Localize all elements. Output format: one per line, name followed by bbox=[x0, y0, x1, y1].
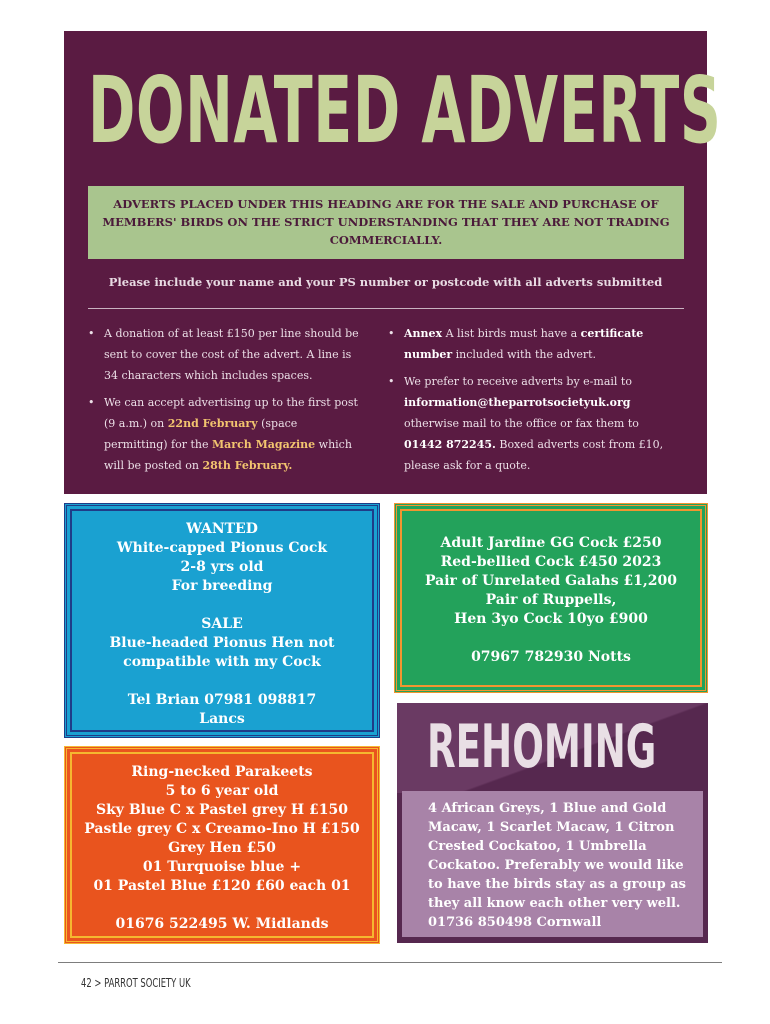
footer-rule bbox=[58, 962, 722, 963]
ad-line: Sky Blue C x Pastel grey H £150 bbox=[96, 802, 348, 818]
bullet-icon: • bbox=[388, 375, 395, 388]
bullet-icon: • bbox=[388, 327, 395, 340]
info-bullet-annex: • Annex A list birds must have a certificate number included with the advert. bbox=[384, 323, 679, 365]
email-link[interactable]: information@theparrotsocietyuk.org bbox=[404, 396, 631, 409]
ad-line: compatible with my Cock bbox=[123, 654, 321, 670]
ad-line: Adult Jardine GG Cock £250 bbox=[440, 535, 662, 551]
ad-phone: 01676 522495 W. Midlands bbox=[115, 916, 329, 932]
ad-line: SALE bbox=[201, 616, 243, 632]
ad-line: For breeding bbox=[171, 578, 273, 594]
magazine-issue: March Magazine bbox=[212, 438, 316, 451]
fax-number: 01442 872245. bbox=[404, 438, 496, 451]
ad-line: Red-bellied Cock £450 2023 bbox=[440, 554, 662, 570]
advert-ringnecked-parakeets bbox=[64, 746, 380, 944]
info-bullet-deadline: • We can accept advertising up to the first post (9 a.m.) on 22nd February (space permitting) for the March Magazine which will be posted on 28th February. bbox=[84, 392, 364, 476]
ad-line: Grey Hen £50 bbox=[168, 840, 276, 856]
ad-line: Lancs bbox=[199, 711, 245, 727]
ad-line: Pair of Ruppells, bbox=[485, 592, 617, 608]
advert-jardine-parrots bbox=[394, 503, 708, 693]
info-bullet-contact: • We prefer to receive adverts by e-mail to information@theparrotsocietyuk.org otherwise mail to the office or fax them to 01442 872245. Boxed adverts cost from £10, please ask for a quote. bbox=[384, 371, 679, 476]
info-column-left bbox=[84, 323, 364, 482]
page-footer: 42 > PARROT SOCIETY UK bbox=[81, 976, 191, 990]
donated-adverts-panel bbox=[64, 31, 722, 494]
ad-line: 5 to 6 year old bbox=[165, 783, 279, 799]
include-instruction: Please include your name and your PS number or postcode with all adverts submitted bbox=[108, 275, 663, 289]
advert-wanted-pionus bbox=[64, 503, 380, 738]
ad-phone: Tel Brian 07981 098817 bbox=[127, 692, 317, 708]
ad-spacer bbox=[397, 629, 705, 648]
rehoming-panel bbox=[397, 703, 708, 943]
notice-box: ADVERTS PLACED UNDER THIS HEADING ARE FOR THE SALE AND PURCHASE OF MEMBERS' BIRDS ON THE STRICT UNDERSTANDING THAT THEY ARE NOT TRADING COMMERCIALLY. bbox=[88, 186, 684, 259]
ad-line: Pastle grey C x Creamo-Ino H £150 bbox=[84, 821, 360, 837]
page-title: DONATED ADVERTS bbox=[88, 57, 722, 164]
ad-spacer bbox=[67, 896, 377, 915]
ad-line: WANTED bbox=[186, 521, 258, 537]
divider bbox=[88, 308, 684, 309]
rehoming-title: REHOMING bbox=[427, 712, 657, 782]
ad-line: 01 Turquoise blue + bbox=[142, 859, 302, 875]
rehoming-text: 4 African Greys, 1 Blue and Gold Macaw, 1 Scarlet Macaw, 1 Citron Crested Cockatoo, 1 Umbrella Cockatoo. Preferably we would like to have the birds stay as a group as they all know each other very well. 01736 850498 Cornwall bbox=[402, 791, 703, 937]
info-bullet-donation: • A donation of at least £150 per line should be sent to cover the cost of the advert. A line is 34 characters which includes spaces. bbox=[84, 323, 364, 386]
ad-line: White-capped Pionus Cock bbox=[116, 540, 328, 556]
info-column-right bbox=[384, 323, 679, 482]
ad-line: Blue-headed Pionus Hen not bbox=[109, 635, 335, 651]
ad-line: 01 Pastel Blue £120 £60 each 01 bbox=[93, 878, 351, 894]
post-date: 28th February. bbox=[202, 459, 293, 472]
ad-spacer bbox=[67, 672, 377, 691]
ad-line: 2-8 yrs old bbox=[180, 559, 264, 575]
ad-phone: 07967 782930 Notts bbox=[471, 649, 631, 665]
ad-line: Ring-necked Parakeets bbox=[131, 764, 313, 780]
ad-spacer bbox=[67, 596, 377, 615]
bullet-icon: • bbox=[88, 327, 95, 340]
ad-line: Hen 3yo Cock 10yo £900 bbox=[454, 611, 648, 627]
ad-line: Pair of Unrelated Galahs £1,200 bbox=[424, 573, 678, 589]
bullet-icon: • bbox=[88, 396, 95, 409]
deadline-date: 22nd February bbox=[167, 417, 258, 430]
